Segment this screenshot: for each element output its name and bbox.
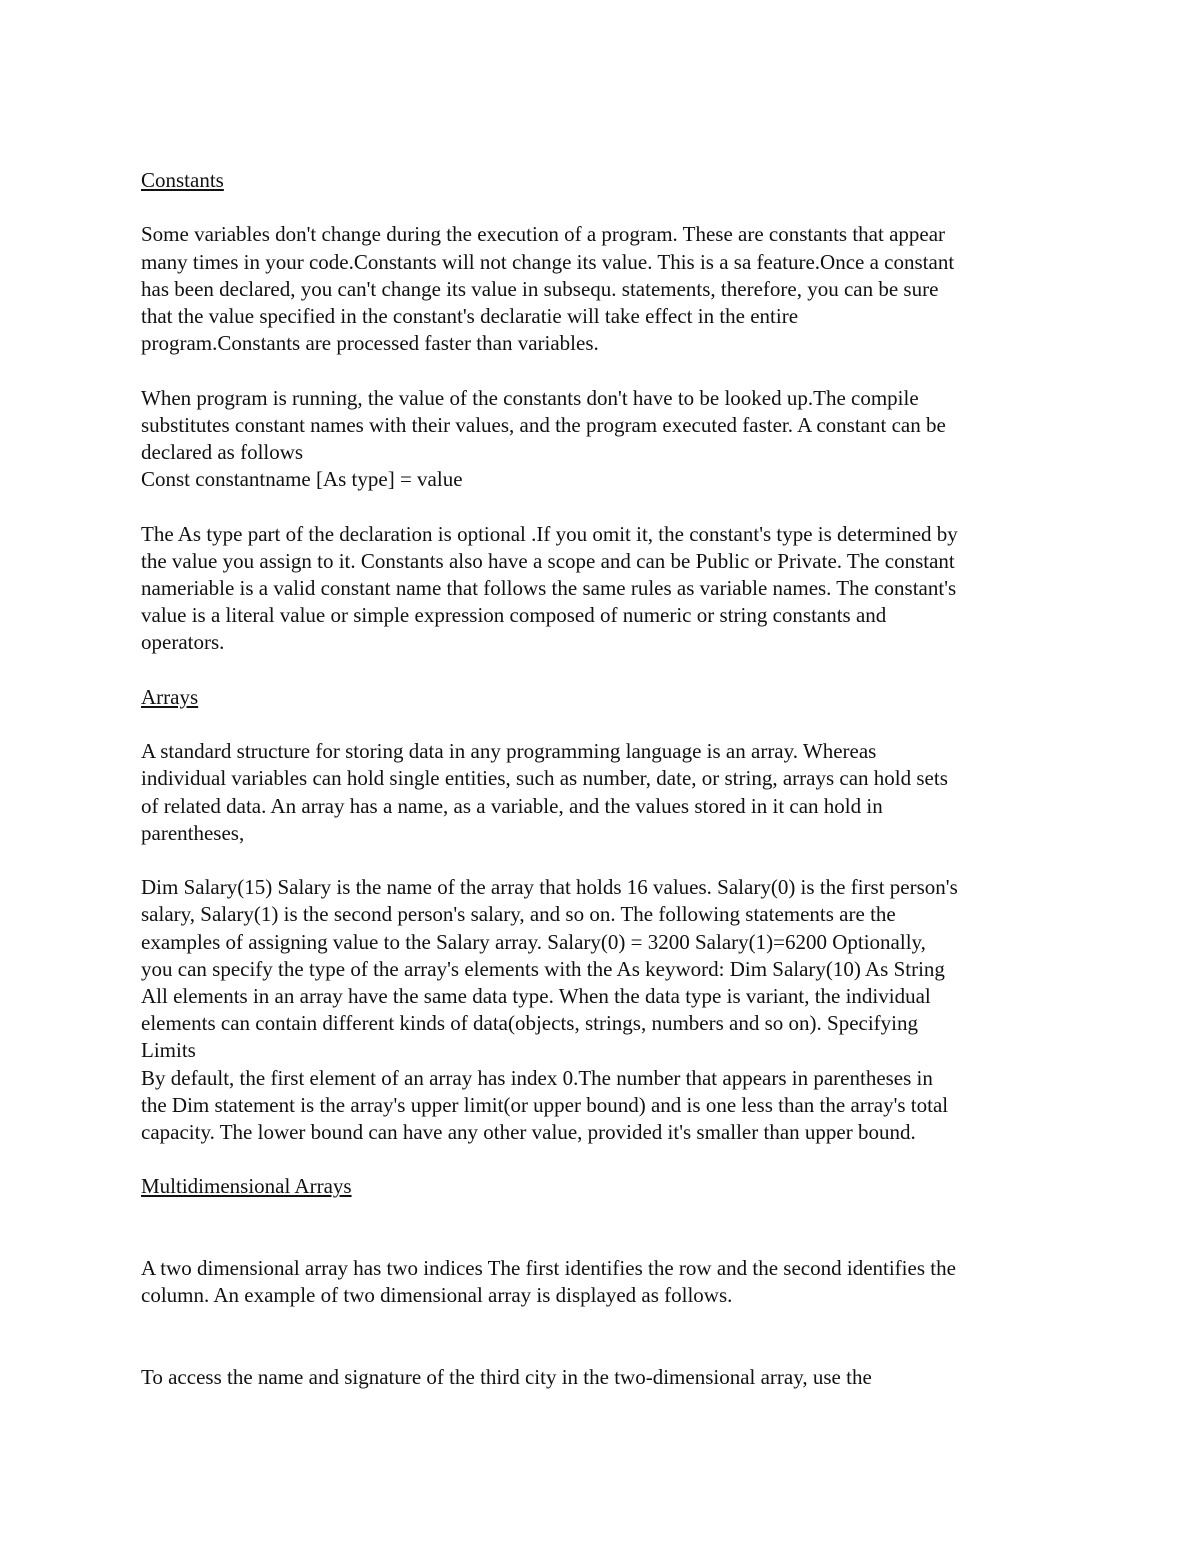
paragraph-constants-intro	[141, 221, 1066, 357]
text-line: nameriable is a valid constant name that follows the same rules as variable names. The constant's	[141, 576, 957, 600]
text-line: declared as follows	[141, 440, 304, 464]
text-line: Dim Salary(15) Salary is the name of the array that holds 16 values. Salary(0) is the first person's	[141, 875, 958, 900]
paragraph-multidimensional-access	[141, 1364, 1066, 1391]
text-line: capacity. The lower bound can have any other value, provided it's smaller than upper bound.	[141, 1120, 916, 1145]
text-line: elements can contain different kinds of data(objects, strings, numbers and so on). Specifying	[141, 1011, 918, 1036]
spacer	[141, 657, 1066, 684]
spacer	[141, 1309, 1066, 1336]
text-line: program.Constants are processed faster than variables.	[141, 331, 599, 356]
code-line: Const constantname [As type] = value	[141, 467, 463, 492]
heading-multidimensional-arrays: Multidimensional Arrays	[141, 1174, 352, 1199]
text-line: All elements in an array have the same data type. When the data type is variant, the individual	[141, 984, 931, 1008]
text-line: parentheses,	[141, 820, 245, 845]
paragraph-arrays-intro	[141, 738, 1066, 847]
spacer	[141, 1201, 1066, 1228]
spacer	[141, 357, 1066, 384]
text-line: When program is running, the value of the constants don't have to be looked up.The compile	[141, 385, 919, 410]
paragraph-constants-running	[141, 385, 1066, 494]
text-line: you can specify the type of the array's elements with the As keyword: Dim Salary(10) As String	[141, 956, 945, 981]
text-line: individual variables can hold single entities, such as number, date, or string, arrays can hold sets	[141, 766, 948, 791]
document-page	[141, 167, 1066, 1391]
text-line: substitutes constant names with their values, and the program executed faster. A constant can be	[141, 412, 946, 437]
text-line: The As type part of the declaration is optional .If you omit it, the constant's type is determined by	[141, 521, 958, 546]
spacer	[141, 1337, 1066, 1364]
paragraph-arrays-salary	[141, 874, 1066, 1146]
heading-constants: Constants	[141, 168, 224, 192]
text-line: By default, the first element of an array has index 0.The number that appears in parentheses in	[141, 1065, 933, 1090]
text-line: the value you assign to it. Constants also have a scope and can be Public or Private. The constant	[141, 548, 955, 573]
text-line: has been declared, you can't change its value in subsequ. statements, therefore, you can be sure	[141, 276, 939, 301]
text-line: A standard structure for storing data in any programming language is an array. Whereas	[141, 739, 877, 764]
text-line: Some variables don't change during the execution of a program. These are constants that appear	[141, 222, 946, 247]
paragraph-constants-astype	[141, 521, 1066, 657]
text-line: Limits	[141, 1038, 196, 1063]
text-line: To access the name and signature of the third city in the two-dimensional array, use the	[141, 1364, 872, 1389]
paragraph-multidimensional-intro	[141, 1255, 1066, 1309]
heading-arrays: Arrays	[141, 684, 199, 709]
spacer	[141, 493, 1066, 520]
text-line: examples of assigning value to the Salary array. Salary(0) = 3200 Salary(1)=6200 Optionally,	[141, 929, 926, 954]
text-line: column. An example of two dimensional array is displayed as follows.	[141, 1283, 733, 1308]
spacer	[141, 847, 1066, 874]
text-line: salary, Salary(1) is the second person's salary, and so on. The following statements are the	[141, 902, 896, 927]
text-line: value is a literal value or simple expression composed of numeric or string constants and	[141, 603, 887, 628]
spacer	[141, 1228, 1066, 1255]
text-line: A two dimensional array has two indices The first identifies the row and the second identifies the	[141, 1255, 956, 1280]
text-line: the Dim statement is the array's upper limit(or upper bound) and is one less than the array's total	[141, 1092, 949, 1117]
text-line: operators.	[141, 630, 225, 655]
spacer	[141, 194, 1066, 221]
text-line: of related data. An array has a name, as a variable, and the values stored in it can hold in	[141, 793, 883, 818]
spacer	[141, 1146, 1066, 1173]
text-line: many times in your code.Constants will not change its value. This is a sa feature.Once a constant	[141, 249, 955, 274]
text-line: that the value specified in the constant's declaratie will take effect in the entire	[141, 304, 799, 328]
spacer	[141, 711, 1066, 738]
